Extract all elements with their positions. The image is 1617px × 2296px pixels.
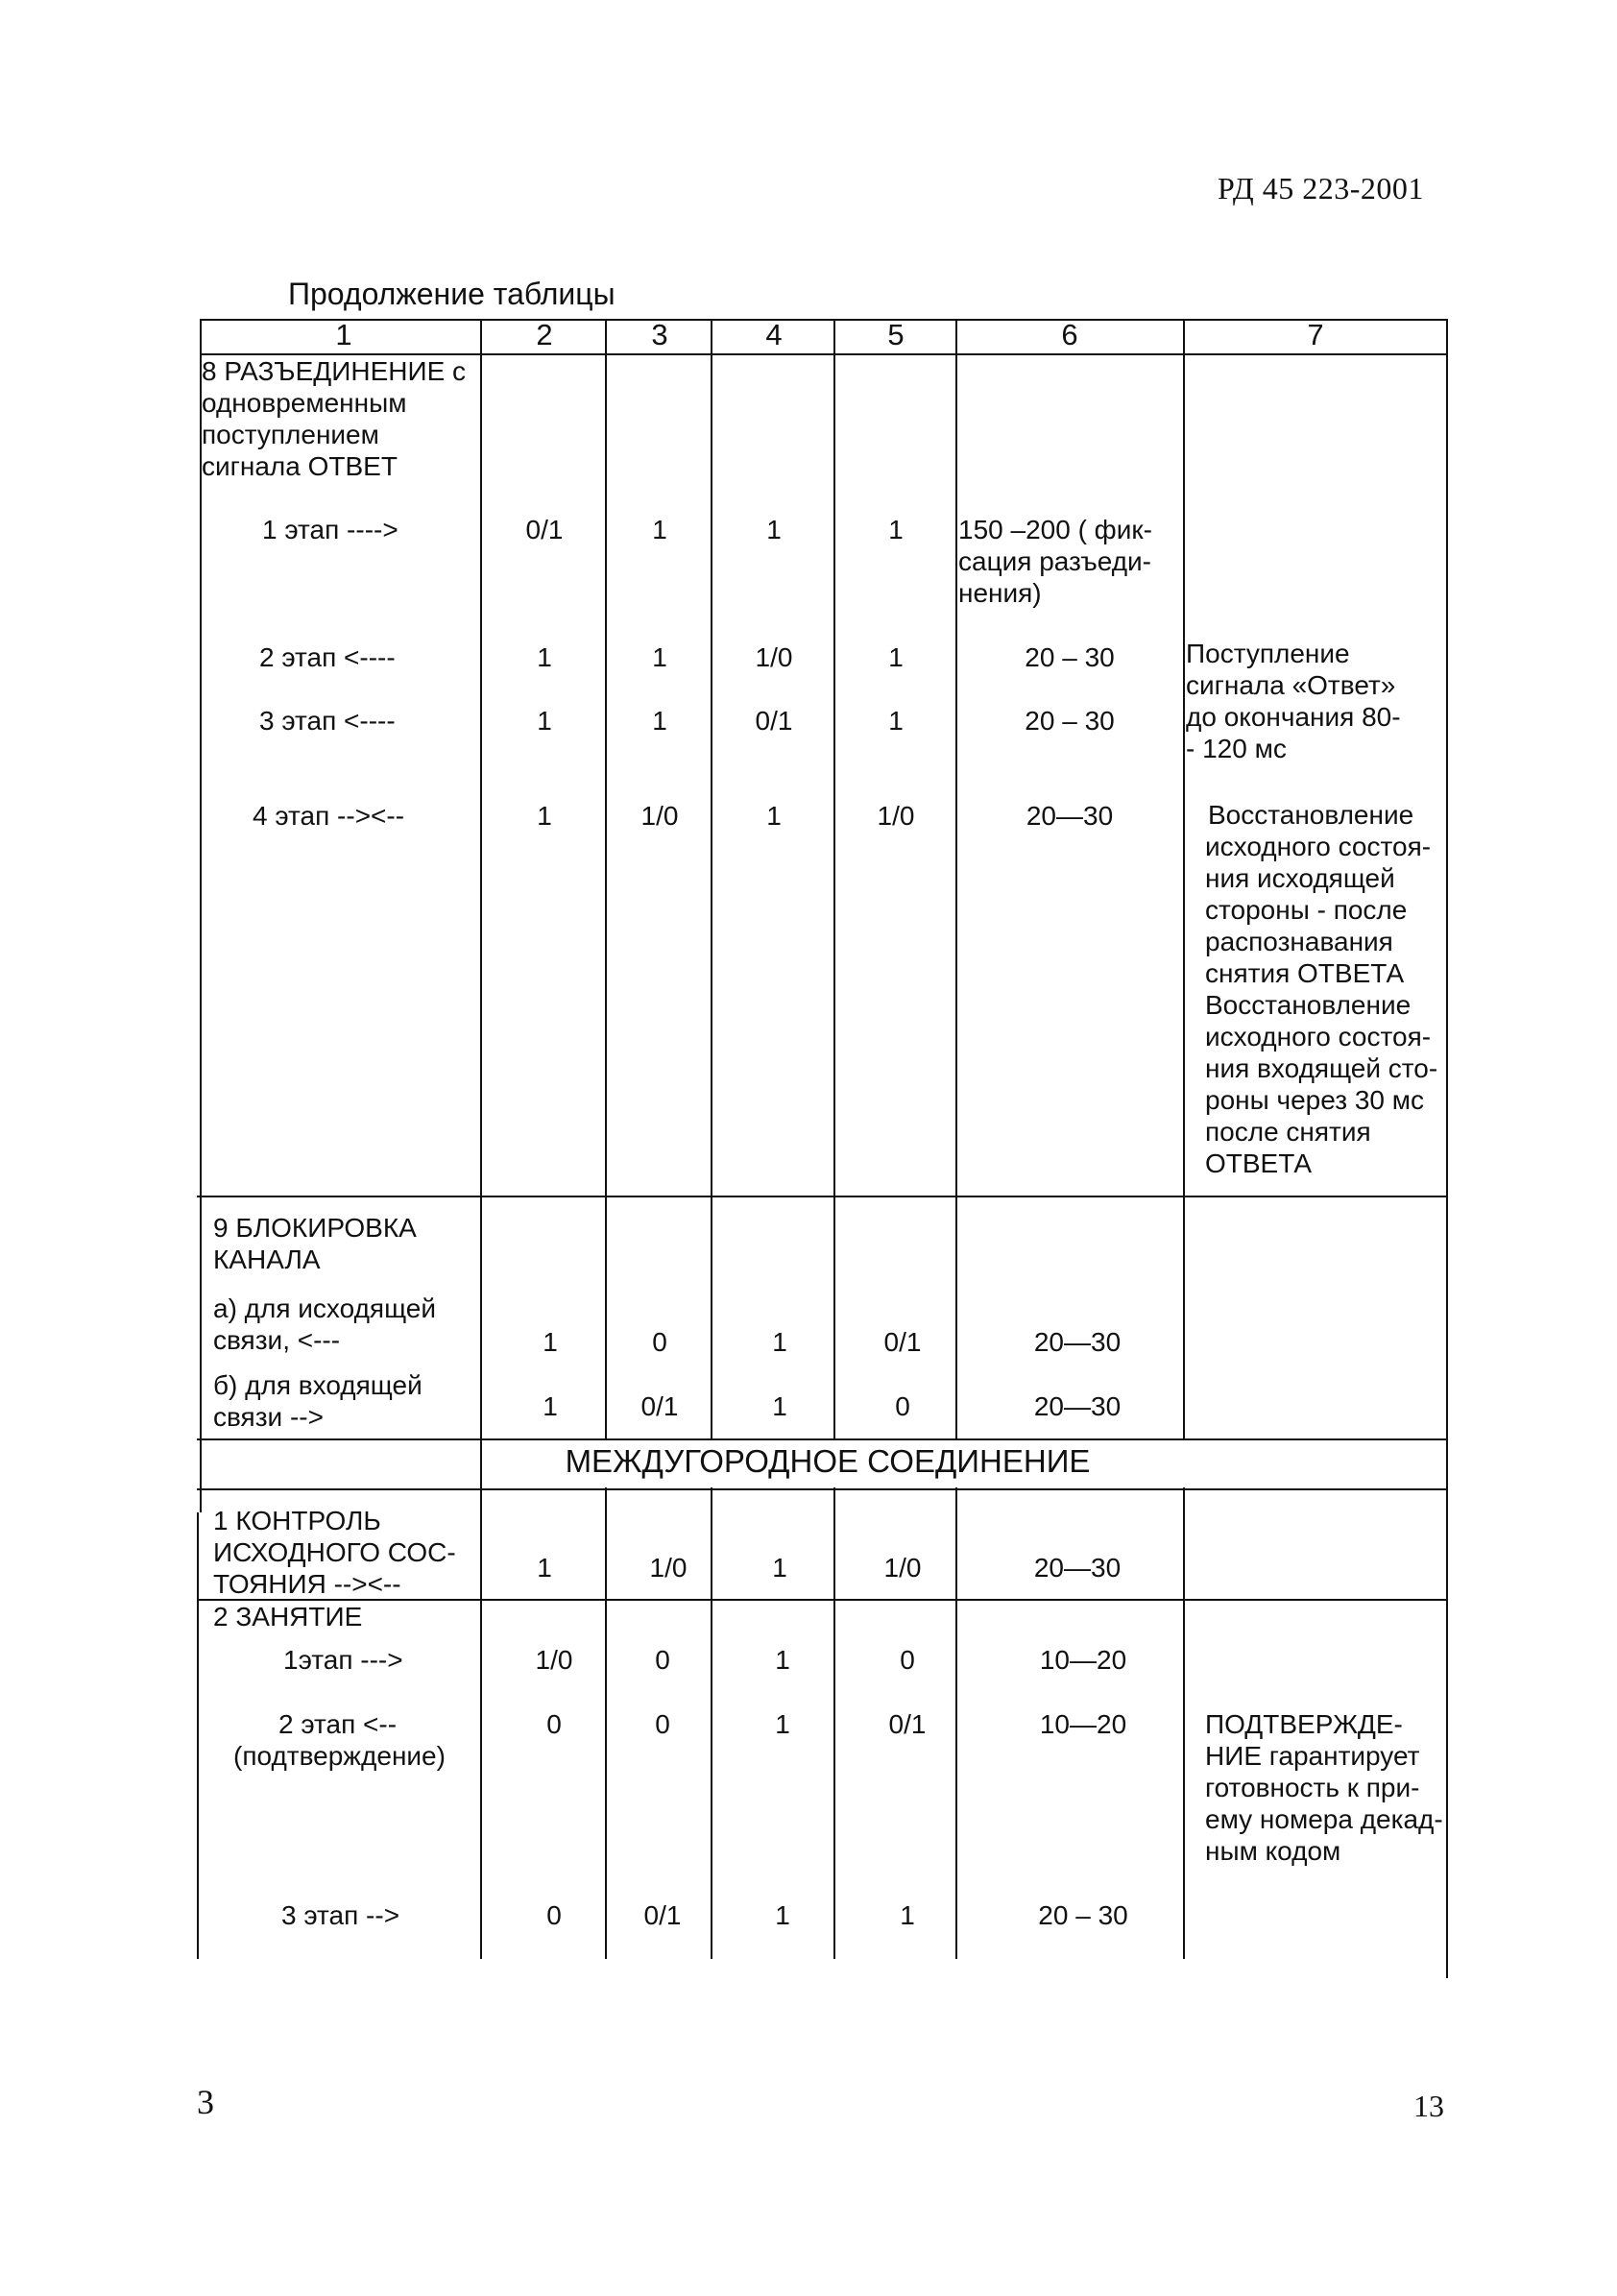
cell: 1/0 [755,642,793,672]
column-header: 7 [1307,318,1324,351]
column-header: 4 [765,318,783,351]
cell: 1/0 [877,801,915,831]
cell: 1/0 [640,801,679,831]
cell: сация разъеди- [958,546,1152,576]
note-line: стороны - после [1205,895,1408,925]
column-header: 2 [536,318,553,351]
cell: 1 [543,1391,558,1421]
note-line: НИЕ гарантирует [1205,1741,1420,1771]
cell: 1 [537,642,552,672]
cell: 0/1 [883,1327,922,1357]
cell: 20 – 30 [1025,642,1115,672]
note-line: Восстановление [1208,800,1414,830]
cell: нения) [958,578,1042,608]
row-title-line: 2 ЗАНЯТИЕ [213,1602,363,1631]
cell: 10—20 [1039,1645,1127,1675]
cell: 0/1 [640,1391,679,1421]
cell: 0/1 [888,1709,927,1739]
note-line: до окончания 80- [1186,702,1401,732]
cell: 0 [895,1391,910,1421]
cell: 150 –200 ( фик- [958,515,1152,544]
cell: 0 [655,1645,670,1675]
column-header: 6 [1061,318,1078,351]
document-code: РД 45 223-2001 [1218,171,1424,205]
cell: 1 [772,1553,787,1583]
row-title-line: сигнала ОТВЕТ [202,451,398,481]
note-line: роны через 30 мс [1205,1085,1424,1115]
note-line: ным кодом [1205,1836,1341,1866]
stage-label: 1этап ---> [283,1645,403,1675]
cell: 20 – 30 [1038,1900,1128,1930]
cell: 0 [546,1900,562,1930]
column-header: 3 [651,318,668,351]
note-line: сигнала «Ответ» [1186,670,1396,700]
cell: 1 [775,1645,790,1675]
stage-label: 3 этап <---- [259,706,396,736]
column-header: 5 [887,318,905,351]
cell: 10—20 [1039,1709,1127,1739]
cell: 1/0 [883,1553,922,1583]
cell: 1 [543,1327,558,1357]
cell: 1 [537,1553,552,1583]
note-line: готовность к при- [1205,1773,1420,1802]
stage-label: 1 этап ----> [262,515,398,544]
cell: 1 [775,1900,790,1930]
cell: 1 [775,1709,790,1739]
row-title-line: ИСХОДНОГО СОС- [213,1537,456,1567]
page-number: 13 [1413,2089,1444,2123]
cell: 1 [652,706,667,736]
cell: 1 [537,706,552,736]
stage-label: связи, <--- [213,1325,341,1355]
stage-label: (подтверждение) [233,1741,446,1771]
stage-label: 2 этап <---- [259,642,396,672]
row-title-line: ТОЯНИЯ --><-- [213,1569,401,1599]
row-title-line: 1 КОНТРОЛЬ [213,1506,381,1535]
cell: 1 [766,515,782,544]
stage-label: 4 этап --><-- [253,801,405,831]
stage-label: б) для входящей [213,1370,422,1400]
cell: 1 [772,1391,787,1421]
stage-label: связи --> [213,1402,324,1432]
note-line: ОТВЕТА [1205,1148,1313,1178]
table-caption: Продолжение таблицы [288,277,615,311]
note-line: ния входящей сто- [1205,1053,1438,1083]
cell: 1/0 [535,1645,573,1675]
page-mark-left: 3 [197,2083,214,2121]
row-title-line: 8 РАЗЪЕДИНЕНИЕ с [202,356,467,386]
cell: 0/1 [643,1900,682,1930]
cell: 1 [537,801,552,831]
note-line: - 120 мс [1186,734,1287,763]
cell: 0 [655,1709,670,1739]
stage-label: 2 этап <-- [278,1709,398,1739]
row-title-line: 9 БЛОКИРОВКА [213,1213,417,1243]
cell: 1 [652,515,667,544]
row-title-line: поступлением [202,420,379,449]
cell: 0 [652,1327,667,1357]
section-title-visible: МЕЖДУГОРОДНОЕ СОЕДИНЕНИЕ [565,1443,1091,1479]
cell: 1 [888,515,904,544]
note-line: исходного состоя- [1205,832,1432,861]
note-line: распознавания [1205,927,1393,956]
cell: 20—30 [1033,1327,1122,1357]
cell: 1 [888,706,904,736]
row-title-line: одновременным [202,388,407,418]
cell: 1 [888,642,904,672]
stage-label: 3 этап --> [281,1900,400,1930]
cell: 1/0 [649,1553,688,1583]
cell: 0 [546,1709,562,1739]
cell: 1 [766,801,782,831]
cell: 1 [900,1900,915,1930]
cell: 1 [772,1327,787,1357]
cell: 0/1 [525,515,564,544]
stage-label: а) для исходящей [213,1293,437,1323]
cell: 0/1 [755,706,793,736]
note-line: Восстановление [1205,990,1412,1020]
note-line: исходного состоя- [1205,1022,1432,1051]
note-line: снятия ОТВЕТА [1205,958,1405,988]
cell: 20—30 [1033,1391,1122,1421]
cell: 20—30 [1026,801,1114,831]
note-line: ему номера декад- [1205,1804,1443,1834]
cell: 0 [900,1645,915,1675]
cell: 20 – 30 [1025,706,1115,736]
row-title-line: КАНАЛА [213,1245,321,1274]
note-line: ПОДТВЕРЖДЕ- [1205,1709,1403,1739]
note-line: ния исходящей [1205,863,1395,893]
note-line: Поступление [1186,639,1350,668]
note-line: после снятия [1205,1117,1371,1147]
column-header: 1 [335,318,352,351]
cell: 20—30 [1033,1553,1122,1583]
cell: 1 [652,642,667,672]
